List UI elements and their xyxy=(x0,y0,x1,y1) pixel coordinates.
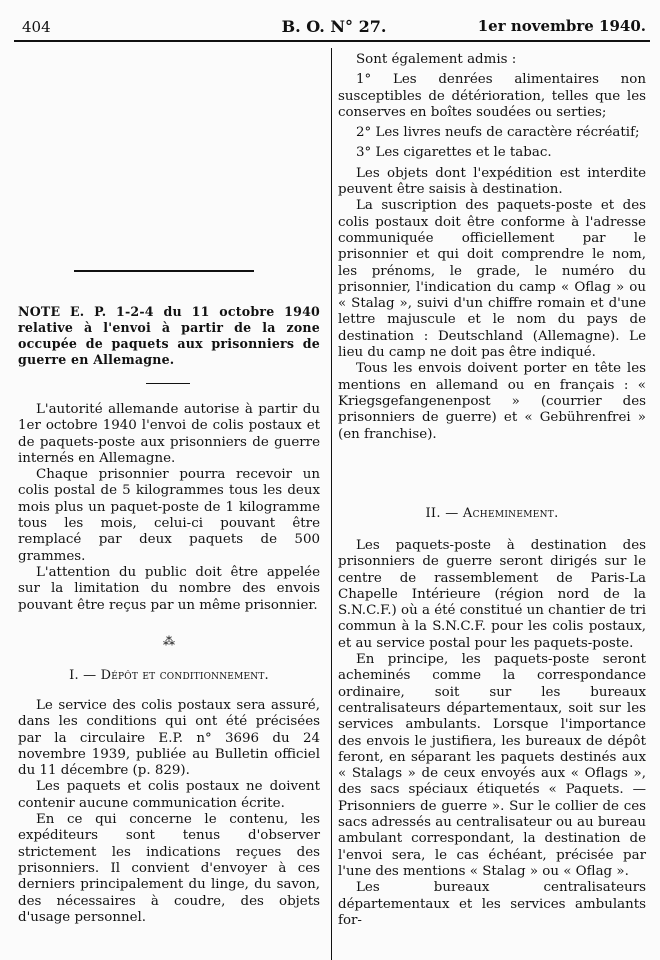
admitted-items-text xyxy=(338,52,646,443)
paragraph: L'attention du public doit être appelée sur la limitation du nombre des envois pouvant être reçus par un même prisonnier. xyxy=(18,564,320,613)
paragraph: L'autorité allemande autorise à partir du 1er octobre 1940 l'envoi de colis postaux et de paquets-poste aux prisonniers de guerre internés en Allemagne. xyxy=(18,402,320,466)
page-header xyxy=(22,14,646,40)
section1-text xyxy=(18,698,320,926)
section2-text xyxy=(338,538,646,929)
section-title: I. — Dépôt et conditionnement. xyxy=(69,668,269,683)
paragraph: Les objets dont l'expédition est interdite peuvent être saisis à destination. xyxy=(338,165,646,198)
paragraph: Les paquets-poste à destination des prisonniers de guerre seront dirigés sur le centre de rassemblement de Paris-La Chapelle Intérieure (région nord de la S.N.C.F.) où a été constitué un chantier de tri commun à la S.N.C.F. pour les colis postaux, et au service postal pour les paquets-poste. xyxy=(338,538,646,651)
left-column xyxy=(18,50,320,960)
paragraph: Sont également admis : xyxy=(356,52,517,67)
paragraph: Les bureaux centralisateurs départementaux et les services ambulants for- xyxy=(338,880,646,928)
page-number: 404 xyxy=(22,18,51,36)
paragraph: En principe, les paquets-poste seront acheminés comme la correspondance ordinaire, soit sur les bureaux centralisateurs départementaux, soit sur les services ambulants. Lorsque l'importance des envois le justifiera, les bureaux de dépôt feront, en séparant les paquets destinés aux « Stalags » de ceux envoyés aux « Oflags », des sacs spéciaux étiquetés « Paquets. — Prisonniers de guerre ». Sur le collier de ces sacs adressés au centralisateur ou au bureau ambulant correspondant, la destination de l'envoi sera, le cas échéant, précisée par l'une des mentions « Stalag » ou « Oflag ». xyxy=(338,652,646,879)
paragraph: Les paquets et colis postaux ne doivent contenir aucune communication écrite. xyxy=(18,779,320,811)
list-item: 1° Les denrées alimentaires non susceptibles de détérioration, telles que les conserves en boîtes soudées ou serties; xyxy=(338,72,646,120)
bulletin-title: B. O. N° 27. xyxy=(281,17,387,36)
section-title: II. — Acheminement. xyxy=(425,506,559,521)
issue-date: 1er novembre 1940. xyxy=(477,17,646,35)
note-title: NOTE E. P. 1-2-4 du 11 octobre 1940 relative à l'envoi à partir de la zone occupée de paquets aux prisonniers de guerre en Allemagne. xyxy=(18,304,320,367)
column-divider xyxy=(331,48,332,960)
list-item: 3° Les cigarettes et le tabac. xyxy=(356,145,552,161)
short-rule xyxy=(146,383,190,384)
paragraph: Tous les envois doivent porter en tête les mentions en allemand ou en français : « Kriegsgefangenenpost » (courrier des prisonniers de guerre) et « Gebührenfrei » (en franchise). xyxy=(338,361,646,442)
right-column xyxy=(338,50,646,960)
list-item: 2° Les livres neufs de caractère récréatif; xyxy=(356,125,640,141)
intro-text xyxy=(18,402,320,614)
paragraph: Chaque prisonnier pourra recevoir un colis postal de 5 kilogrammes tous les deux mois plus un paquet-poste de 1 kilogramme tous les mois, celui-ci pouvant être remplacé par deux paquets de 500 grammes. xyxy=(18,467,320,564)
asterism: ⁂ xyxy=(163,634,175,648)
paragraph: En ce qui concerne le contenu, les expéditeurs sont tenus d'observer strictement les indications reçues des prisonniers. Il convient d'envoyer à ces derniers principalement du linge, du savon, des nécessaires à coudre, des objets d'usage personnel. xyxy=(18,812,320,925)
header-rule xyxy=(14,40,650,42)
separator-rule xyxy=(74,270,254,272)
paragraph: La suscription des paquets-poste et des colis postaux doit être conforme à l'adresse communiquée officiellement par le prisonnier et qui doit comprendre le nom, les prénoms, le grade, le numéro du prisonnier, l'indication du camp « Oflag » ou « Stalag », suivi d'un chiffre romain et d'une lettre majuscule et le nom du pays de destination : Deutschland (Allemagne). Le lieu du camp ne doit pas être indiqué. xyxy=(338,198,646,361)
paragraph: Le service des colis postaux sera assuré, dans les conditions qui ont été précisées par la circulaire E.P. n° 3696 du 24 novembre 1939, publiée au Bulletin officiel du 11 décembre (p. 829). xyxy=(18,698,320,779)
